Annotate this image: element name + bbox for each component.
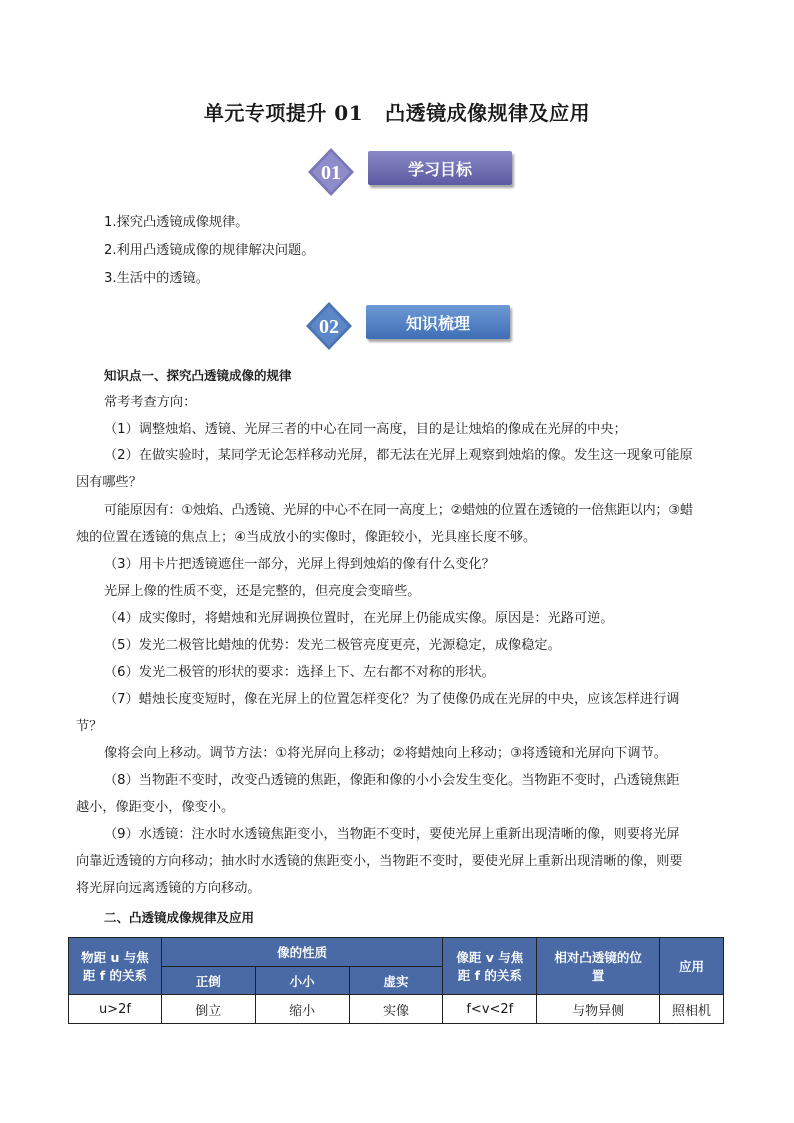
header-size: 小小	[255, 967, 349, 995]
title-main: 凸透镜成像规律及应用	[385, 101, 591, 125]
text-line: 越小，像距变小，像变小。	[76, 800, 235, 815]
text-line: （4）成实像时，将蜡烛和光屏调换位置时，在光屏上仍能成实像。原因是：光路可逆。	[104, 611, 614, 626]
cell-u: u>2f	[69, 995, 162, 1024]
text-line: 向靠近透镜的方向移动；抽水时水透镜的焦距变小，当物距不变时，要使光屏上重新出现清晰的像，则要	[76, 854, 683, 869]
table-row	[69, 995, 724, 1024]
text-line: 将光屏向远离透镜的方向移动。	[76, 881, 261, 896]
header-orientation: 正倒	[161, 967, 255, 995]
cell-size: 缩小	[255, 995, 349, 1024]
title-prefix: 单元专项提升 01	[203, 101, 364, 125]
text-line: 节？	[76, 719, 103, 734]
text-line: （2）在做实验时，某同学无论怎样移动光屏，都无法在光屏上观察到烛焰的像。发生这一现象可能原	[104, 448, 693, 463]
header-object-distance: 物距 u 与焦 距 f 的关系	[69, 938, 162, 995]
section-label: 知识梳理	[366, 305, 510, 339]
text-line: 烛的位置在透镜的焦点上；④当成放小的实像时，像距较小，光具座长度不够。	[76, 530, 537, 545]
section-label: 学习目标	[368, 151, 512, 185]
section-header-goals	[306, 147, 516, 197]
text-line: （8）当物距不变时，改变凸透镜的焦距，像距和像的小小会发生变化。当物距不变时，凸透镜焦距	[104, 773, 680, 788]
cell-v: f<v<2f	[443, 995, 537, 1024]
table-heading: 二、凸透镜成像规律及应用	[104, 910, 255, 925]
goal-item: 1.探究凸透镜成像规律。	[104, 215, 249, 230]
header-real-virtual: 虚实	[349, 967, 443, 995]
text-line: （3）用卡片把透镜遮住一部分，光屏上得到烛焰的像有什么变化？	[104, 557, 495, 572]
text-line: 像将会向上移动。调节方法：①将光屏向上移动；②将蜡烛向上移动；③将透镜和光屏向下调节。	[104, 746, 667, 761]
text-line: 光屏上像的性质不变，还是完整的，但亮度会变暗些。	[104, 584, 421, 599]
page-title	[0, 97, 794, 126]
text-line: （1）调整烛焰、透镜、光屏三者的中心在同一高度，目的是让烛焰的像成在光屏的中央；	[104, 422, 627, 437]
header-position: 相对凸透镜的位 置	[537, 938, 660, 995]
text-line: 因有哪些？	[76, 475, 142, 490]
cell-application: 照相机	[660, 995, 724, 1024]
text-line: （6）发光二极管的形状的要求：选择上下、左右都不对称的形状。	[104, 665, 495, 680]
goal-item: 2.利用凸透镜成像的规律解决问题。	[104, 243, 315, 258]
text-line: （5）发光二极管比蜡烛的优势：发光二极管亮度更亮，光源稳定，成像稳定。	[104, 638, 561, 653]
knowledge-heading: 知识点一、探究凸透镜成像的规律	[104, 368, 292, 383]
section-number: 01	[321, 162, 341, 184]
header-application: 应用	[660, 938, 724, 995]
text-line: 可能原因有：①烛焰、凸透镜、光屏的中心不在同一高度上；②蜡烛的位置在透镜的一倍焦距以内；③蜡	[104, 503, 693, 518]
section-number-badge	[304, 301, 354, 351]
lens-imaging-table	[68, 937, 724, 1024]
text-line: （9）水透镜：注水时水透镜焦距变小，当物距不变时，要使光屏上重新出现清晰的像，则要将光屏	[104, 827, 680, 842]
section-number-badge	[306, 147, 356, 197]
section-number: 02	[319, 316, 339, 338]
text-line: （7）蜡烛长度变短时，像在光屏上的位置怎样变化？为了使像仍成在光屏的中央，应该怎样进行调	[104, 692, 680, 707]
header-image-distance: 像距 v 与焦 距 f 的关系	[443, 938, 537, 995]
text-line: 常考考查方向：	[104, 395, 197, 410]
goal-item: 3.生活中的透镜。	[104, 271, 209, 286]
section-header-knowledge	[304, 301, 514, 351]
cell-real: 实像	[349, 995, 443, 1024]
cell-position: 与物异侧	[537, 995, 660, 1024]
header-image-nature: 像的性质	[161, 938, 442, 967]
cell-orientation: 倒立	[161, 995, 255, 1024]
